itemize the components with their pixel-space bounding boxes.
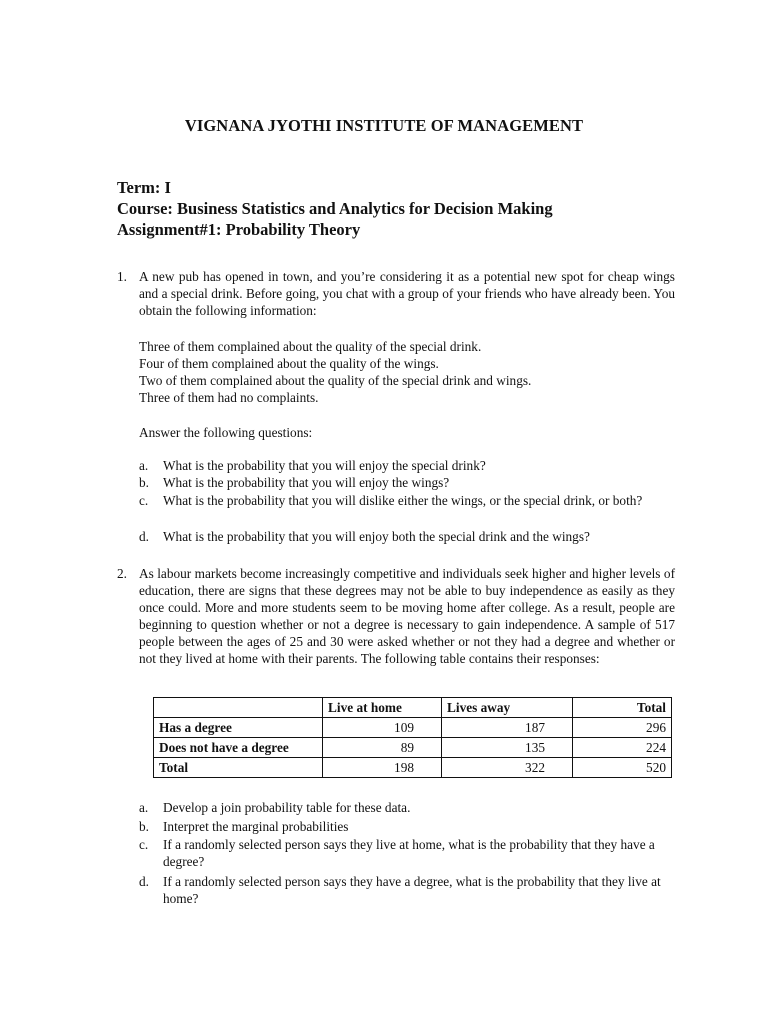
q2-part-d-text: If a randomly selected person says they have a degree, what is the probability that they live at home? — [163, 874, 661, 906]
q1-part-c-letter: c. — [139, 493, 149, 508]
table-cell: 135 — [442, 738, 573, 758]
table-cell: 198 — [323, 758, 442, 778]
table-header-cell: Live at home — [323, 698, 442, 718]
table-row — [154, 758, 672, 778]
q1-part-d-letter: d. — [139, 529, 149, 544]
q2-part-b-letter: b. — [139, 819, 149, 834]
q2-part-c-letter: c. — [139, 837, 149, 852]
table-row-label: Has a degree — [154, 718, 323, 738]
q1-fact-1: Three of them complained about the quality of the special drink. — [139, 339, 482, 354]
table-header-row — [154, 698, 672, 718]
table-cell: 89 — [323, 738, 442, 758]
table-header-cell: Lives away — [442, 698, 573, 718]
q2-part-b-text: Interpret the marginal probabilities — [163, 819, 349, 834]
question-1-number: 1. — [117, 269, 127, 284]
q1-part-a-letter: a. — [139, 458, 149, 473]
table-cell: 187 — [442, 718, 573, 738]
q1-fact-4: Three of them had no complaints. — [139, 390, 319, 405]
q2-part-d-letter: d. — [139, 874, 149, 889]
table-cell: 322 — [442, 758, 573, 778]
table-header-cell — [154, 698, 323, 718]
q1-part-b-letter: b. — [139, 475, 149, 490]
q1-prompt: Answer the following questions: — [139, 425, 313, 440]
q1-part-d-text: What is the probability that you will enjoy both the special drink and the wings? — [163, 529, 590, 544]
q2-part-a-text: Develop a join probability table for these data. — [163, 800, 411, 815]
table-cell: 296 — [573, 718, 672, 738]
table-cell: 109 — [323, 718, 442, 738]
q2-part-a-letter: a. — [139, 800, 149, 815]
question-1-intro: A new pub has opened in town, and you’re considering it as a potential new spot for cheap wings and a special drink. Before going, you chat with a group of your friends who have already been. You obtain the following information: — [139, 269, 675, 318]
responses-table — [153, 697, 672, 778]
q2-part-c-text: If a randomly selected person says they live at home, what is the probability that they have a degree? — [163, 837, 655, 869]
question-2-number: 2. — [117, 566, 127, 581]
q1-part-b-text: What is the probability that you will enjoy the wings? — [163, 475, 450, 490]
table-row-label: Total — [154, 758, 323, 778]
q1-part-a-text: What is the probability that you will enjoy the special drink? — [163, 458, 486, 473]
table-cell: 520 — [573, 758, 672, 778]
term-heading: Term: I — [117, 178, 171, 197]
table-row — [154, 718, 672, 738]
table-header-cell: Total — [573, 698, 672, 718]
question-2-intro: As labour markets become increasingly competitive and individuals seek higher and higher levels of education, there are signs that these degrees may not be able to buy independence as easily as they once could. More and more students seem to be moving home after college. As a result, people are beginning to question whether or not a degree is necessary to gain independence. A sample of 517 people between the ages of 25 and 30 were asked whether or not they had a degree and whether or not they lived at home with their parents. The following table contains their responses: — [139, 566, 675, 666]
q1-part-c-text: What is the probability that you will dislike either the wings, or the special drink, or both? — [163, 493, 643, 508]
institute-title: VIGNANA JYOTHI INSTITUTE OF MANAGEMENT — [184, 116, 584, 135]
table-row-label: Does not have a degree — [154, 738, 323, 758]
assignment-heading: Assignment#1: Probability Theory — [117, 220, 361, 239]
course-heading: Course: Business Statistics and Analytics for Decision Making — [117, 199, 553, 218]
table-row — [154, 738, 672, 758]
table-cell: 224 — [573, 738, 672, 758]
q1-fact-3: Two of them complained about the quality of the special drink and wings. — [139, 373, 532, 388]
q1-fact-2: Four of them complained about the quality of the wings. — [139, 356, 439, 371]
